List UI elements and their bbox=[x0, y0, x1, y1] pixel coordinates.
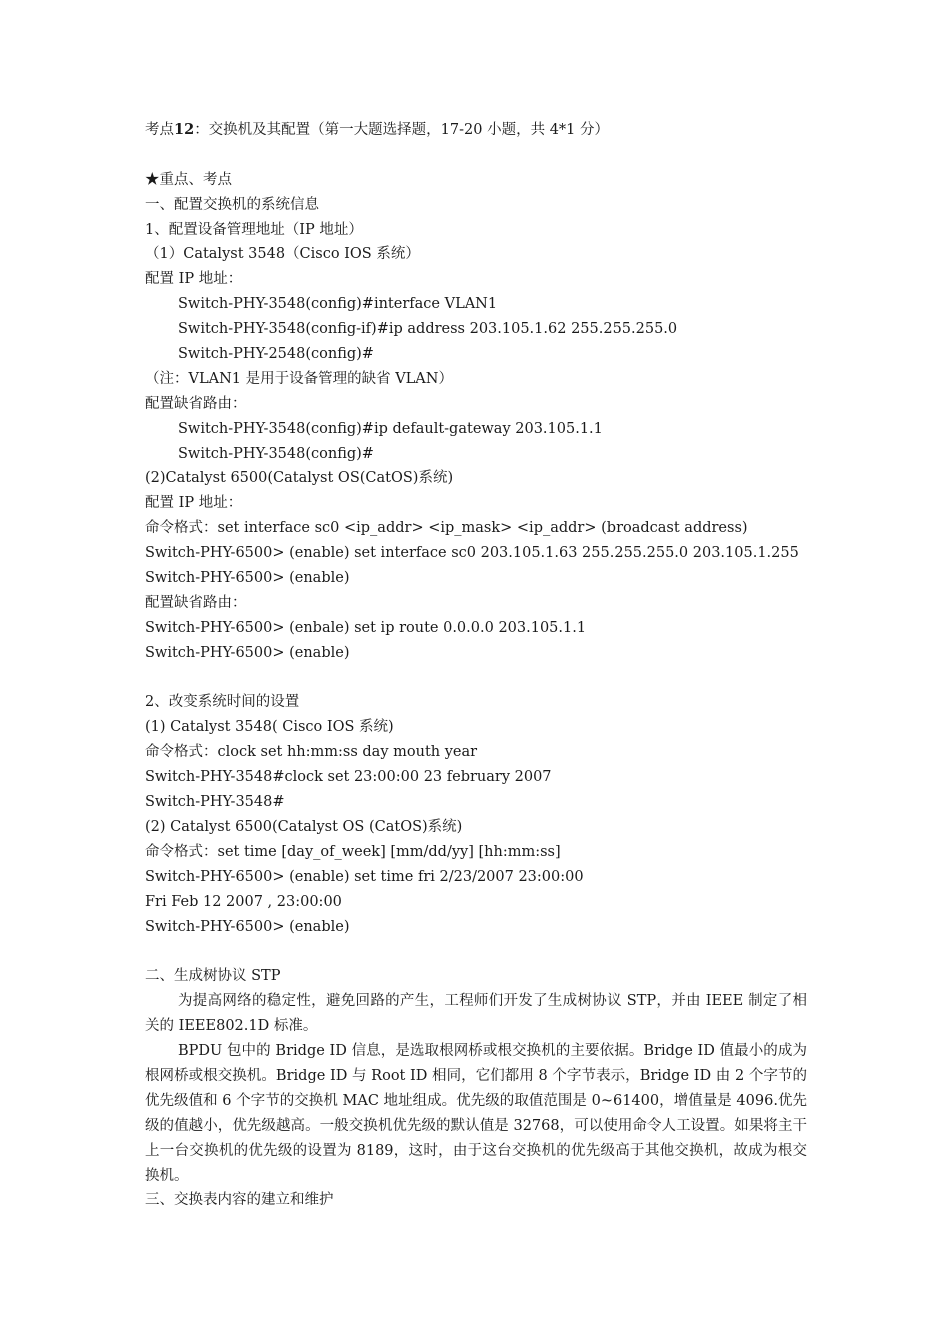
default-route-label: 配置缺省路由： bbox=[145, 594, 247, 611]
command-format: 命令格式：set interface sc0 <ip_addr> <ip_mask> <ip_addr> (broadcast address) bbox=[145, 520, 748, 537]
command-line: Switch-PHY-3548(config)#interface VLAN1 bbox=[178, 296, 498, 313]
subsection-1-heading: 1、配置设备管理地址（IP 地址） bbox=[145, 221, 363, 238]
default-route-label: 配置缺省路由： bbox=[145, 395, 247, 412]
subsection-2-heading: 2、改变系统时间的设置 bbox=[145, 694, 300, 711]
section-2-heading: 二、生成树协议 STP bbox=[145, 968, 281, 985]
item-catalyst-6500-heading: (2) Catalyst 6500(Catalyst OS (CatOS)系统) bbox=[145, 818, 463, 835]
command-line: Switch-PHY-3548# bbox=[145, 794, 285, 811]
ip-config-label: 配置 IP 地址： bbox=[145, 271, 243, 288]
command-line: Fri Feb 12 2007 , 23:00:00 bbox=[145, 893, 342, 910]
key-points-heading: ★重点、考点 bbox=[145, 171, 232, 188]
document-title: 考点12：交换机及其配置（第一大题选择题，17-20 小题，共 4*1 分） bbox=[145, 121, 610, 138]
item-catalyst-3548-heading: (1) Catalyst 3548( Cisco IOS 系统) bbox=[145, 719, 394, 736]
command-line: Switch-PHY-6500> (enbale) set ip route 0.0.0.0 203.105.1.1 bbox=[145, 619, 587, 636]
command-format: 命令格式：clock set hh:mm:ss day mouth year bbox=[145, 744, 478, 761]
ip-config-label: 配置 IP 地址： bbox=[145, 495, 243, 512]
vlan-note: （注：VLAN1 是用于设备管理的缺省 VLAN） bbox=[145, 370, 453, 387]
document-page bbox=[145, 118, 807, 1213]
section-3-heading: 三、交换表内容的建立和维护 bbox=[145, 1192, 334, 1209]
command-line: Switch-PHY-3548(config-if)#ip address 203.105.1.62 255.255.255.0 bbox=[178, 321, 678, 338]
command-line: Switch-PHY-6500> (enable) set time fri 2/23/2007 23:00:00 bbox=[145, 868, 584, 885]
command-line: Switch-PHY-3548#clock set 23:00:00 23 february 2007 bbox=[145, 769, 552, 786]
stp-paragraph-2: BPDU 包中的 Bridge ID 信息，是选取根网桥或根交换机的主要依据。Bridge ID 值最小的成为根网桥或根交换机。Bridge ID 与 Root ID 相同，它们都用 8 个字节表示，Bridge ID 由 2 个字节的优先级值和 6 个字节的交换机 MAC 地址组成。优先级的取值范围是 0~61400，增值量是 4096.优先级的值越小，优先级越高。一般交换机优先级的默认值是 32768，可以使用命令人工设置。如果将主干上一台交换机的优先级的设置为 8189，这时，由于这台交换机的优先级高于其他交换机，故成为根交换机。 bbox=[145, 1042, 807, 1184]
command-line: Switch-PHY-2548(config)# bbox=[178, 346, 374, 363]
command-format: 命令格式：set time [day_of_week] [mm/dd/yy] [hh:mm:ss] bbox=[145, 843, 561, 860]
item-catalyst-3548-heading: （1）Catalyst 3548（Cisco IOS 系统） bbox=[145, 246, 420, 263]
command-line: Switch-PHY-3548(config)# bbox=[178, 445, 374, 462]
command-line: Switch-PHY-6500> (enable) set interface sc0 203.105.1.63 255.255.255.0 203.105.1.255 bbox=[145, 545, 799, 562]
stp-paragraph-1: 为提高网络的稳定性，避免回路的产生，工程师们开发了生成树协议 STP，并由 IEEE 制定了相关的 IEEE802.1D 标准。 bbox=[145, 993, 807, 1035]
title-number: 12 bbox=[174, 121, 195, 138]
section-1-heading: 一、配置交换机的系统信息 bbox=[145, 196, 319, 213]
item-catalyst-6500-heading: (2)Catalyst 6500(Catalyst OS(CatOS)系统) bbox=[145, 470, 454, 487]
command-line: Switch-PHY-6500> (enable) bbox=[145, 644, 350, 661]
command-line: Switch-PHY-6500> (enable) bbox=[145, 918, 350, 935]
command-line: Switch-PHY-6500> (enable) bbox=[145, 570, 350, 587]
command-line: Switch-PHY-3548(config)#ip default-gateway 203.105.1.1 bbox=[178, 420, 603, 437]
